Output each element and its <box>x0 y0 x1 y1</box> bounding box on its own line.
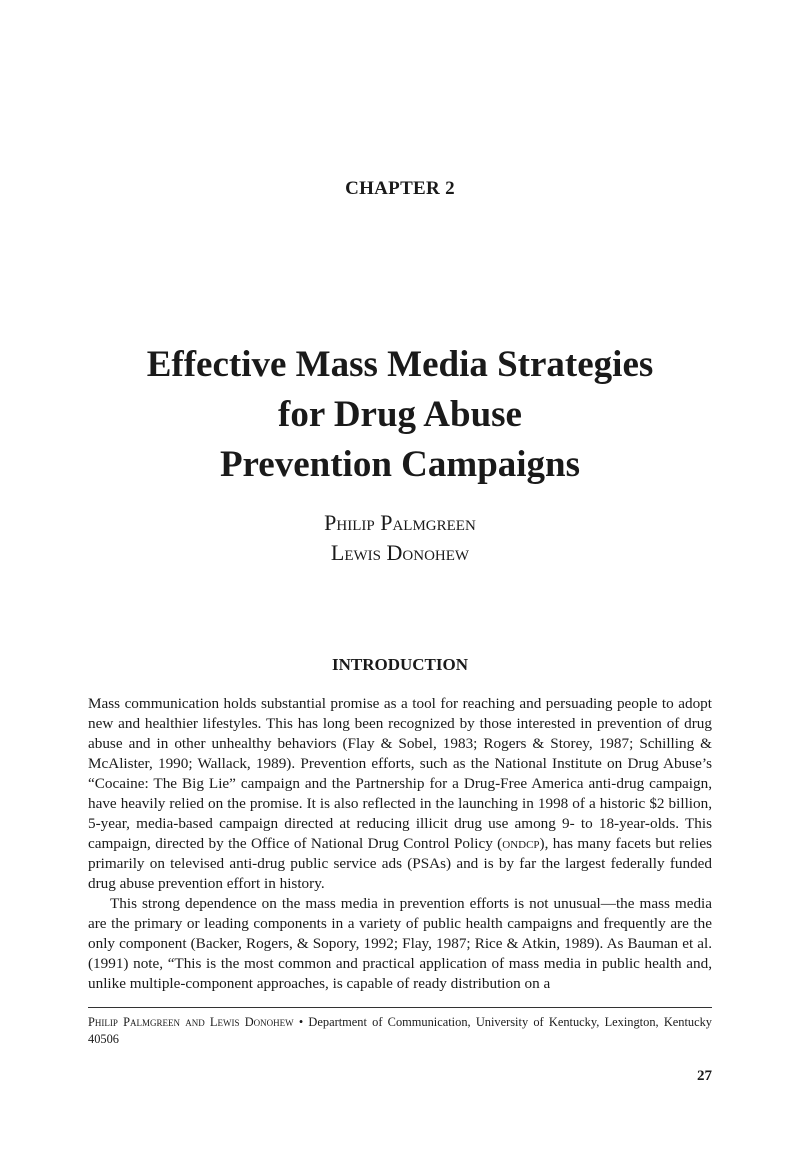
title-line: Prevention Campaigns <box>219 444 581 485</box>
chapter-title <box>0 340 800 490</box>
paragraph: This strong dependence on the mass media in prevention efforts is not unusual—the mass media are the primary or leading components in a variety of public health campaigns and frequently are the only component (Backer, Rogers, & Sopory, 1992; Flay, 1987; Rice & Atkin, 1989). As Bauman et al. (1991) note, “This is the most common and practical application of mass media in public health and, unlike multiple-component approaches, is capable of ready distribution on a <box>88 895 712 992</box>
footnote-author-names: Philip Palmgreen and Lewis Donohew <box>88 1015 294 1029</box>
footnote-divider <box>88 1007 712 1008</box>
paragraph <box>88 694 712 894</box>
footnote-affiliation: • Department of Communication, University of Kentucky, Lexington, Kentucky 40506 <box>88 1015 712 1046</box>
title-line: Effective Mass Media Strategies <box>146 344 654 385</box>
chapter-label: CHAPTER 2 <box>345 178 455 199</box>
body-text <box>88 694 712 994</box>
section-heading: INTRODUCTION <box>331 655 469 674</box>
paragraph-text: ), has many facets but relies primarily on televised anti-drug public service ads (PSAs) and is by far the largest federally funded drug abuse prevention effort in history. <box>88 835 712 892</box>
author-name: Philip Palmgreen <box>324 510 476 535</box>
paragraph-text: Mass communication holds substantial promise as a tool for reaching and persuading people to adopt new and healthier lifestyles. This has long been recognized by those interested in prevention of drug abuse and in other unhealthy behaviors (Flay & Sobel, 1983; Rogers & Storey, 1987; Schilling & McAlister, 1990; Wallack, 1989). Prevention efforts, such as the National Institute on Drug Abuse’s “Cocaine: The Big Lie” campaign and the Partnership for a Drug-Free America anti-drug campaign, have heavily relied on the promise. It is also reflected in the launching in 1998 of a historic $2 billion, 5-year, media-based campaign directed at reducing illicit drug use among 9- to 18-year-olds. This campaign, directed by the Office of National Drug Control Policy ( <box>88 695 712 852</box>
page-number: 27 <box>697 1068 712 1084</box>
title-line: for Drug Abuse <box>278 394 522 435</box>
footnote <box>88 1014 712 1048</box>
abbreviation: ondcp <box>502 835 540 852</box>
author-list <box>0 508 800 568</box>
author-name: Lewis Donohew <box>330 540 470 565</box>
